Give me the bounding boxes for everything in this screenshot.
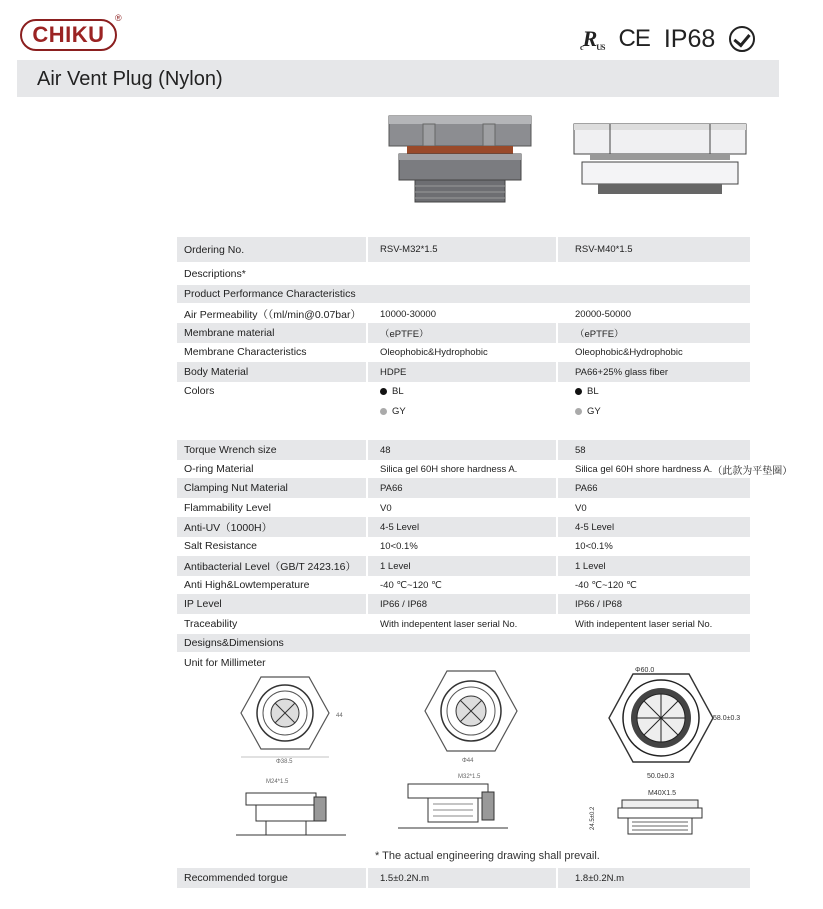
product-image-m32	[385, 112, 535, 207]
drawing-m32-top-a	[236, 665, 346, 765]
value-m40: 1 Level	[558, 556, 750, 576]
drawing-m40-top	[605, 662, 741, 782]
value-m40: With indepentent laser serial No.	[575, 618, 713, 630]
product-image-m40	[570, 112, 750, 197]
black-dot-icon	[575, 388, 582, 395]
row-label: Air Permeability（（ml/min@0.07bar）	[184, 308, 361, 321]
row-descriptions	[177, 264, 750, 284]
row-membrane-material	[177, 323, 750, 343]
row-designs-header	[177, 634, 750, 652]
drawing-m40-side	[588, 786, 713, 846]
row-body-material	[177, 362, 750, 382]
drawing-note: * The actual engineering drawing shall prevail.	[375, 850, 600, 862]
row-label: Ordering No.	[177, 237, 366, 262]
grey-dot-icon	[575, 408, 582, 415]
drawing-m32-side-b	[398, 770, 518, 840]
row-label: Membrane Characteristics	[184, 346, 307, 358]
drawing-m32-side-a	[236, 775, 356, 845]
value-m32: 4-5 Level	[368, 517, 556, 537]
row-permeability	[177, 304, 750, 324]
value-m32: IP66 / IP68	[368, 594, 556, 614]
value-m40: 58	[558, 440, 750, 460]
section-header: Designs&Dimensions	[177, 634, 750, 652]
value-m40: RSV-M40*1.5	[558, 237, 750, 262]
black-dot-icon	[380, 388, 387, 395]
row-flammability	[177, 498, 750, 518]
color-gy: GY	[368, 401, 556, 421]
dim-width: 50.0±0.3	[647, 773, 675, 780]
page-title: Air Vent Plug (Nylon)	[37, 68, 223, 90]
value-m32: With indepentent laser serial No.	[380, 618, 518, 630]
value-m32: 1 Level	[368, 556, 556, 576]
color-bl: BL	[558, 381, 750, 401]
row-ip-level	[177, 594, 750, 614]
row-label: Salt Resistance	[184, 540, 257, 552]
dim-hex: Φ38.5	[276, 759, 293, 765]
row-label: Traceability	[184, 618, 238, 630]
value-m32: Silica gel 60H shore hardness A.	[380, 463, 518, 475]
row-membrane-characteristics	[177, 342, 750, 362]
dim-thread: M24*1.5	[266, 779, 289, 785]
row-label: Colors	[184, 385, 215, 397]
value-m40: 10<0.1%	[575, 540, 613, 552]
ul-mark: cRUS	[580, 26, 605, 52]
row-colors-gy	[177, 401, 750, 421]
row-ordering	[177, 237, 750, 262]
dim-thread: M32*1.5	[458, 774, 481, 780]
row-label: Descriptions*	[184, 268, 246, 280]
row-torque-wrench	[177, 440, 750, 460]
dim-top: Φ60.0	[635, 667, 655, 674]
color-gy: GY	[558, 401, 750, 421]
row-label: IP Level	[177, 594, 366, 614]
row-label: Flammability Level	[184, 502, 271, 514]
row-antibacterial	[177, 556, 750, 576]
brand-logo	[20, 19, 117, 51]
dim-h1: 24.5±0.2	[590, 806, 596, 830]
value-m40: V0	[575, 502, 587, 514]
title-bar	[17, 60, 779, 97]
row-label: Antibacterial Level（GB/T 2423.16）	[177, 556, 366, 576]
value-m40: 20000-50000	[575, 308, 631, 320]
value-m40: 1.8±0.2N.m	[558, 868, 750, 888]
row-traceability	[177, 614, 750, 634]
row-label: Anti-UV（1000H）	[177, 517, 366, 537]
row-recommended-torque	[177, 868, 750, 888]
grey-dot-icon	[380, 408, 387, 415]
row-oring	[177, 459, 793, 479]
row-label: Anti High&Lowtemperature	[184, 579, 310, 591]
row-label: Unit for Millimeter	[184, 657, 266, 669]
row-anti-uv	[177, 517, 750, 537]
value-m32: 48	[368, 440, 556, 460]
dim-side: 58.0±0.3	[713, 715, 741, 722]
drawing-m32-top-b	[420, 665, 535, 765]
value-m32: RSV-M32*1.5	[368, 237, 556, 262]
registered-mark: ®	[115, 13, 122, 23]
value-m32: Oleophobic&Hydrophobic	[380, 346, 488, 358]
row-temperature	[177, 575, 750, 595]
value-m40: PA66+25% glass fiber	[558, 362, 750, 382]
value-m40: -40 ℃~120 ℃	[575, 579, 637, 591]
value-m40: Silica gel 60H shore hardness A. （此款为平垫圈）	[575, 463, 793, 477]
row-clamping-nut	[177, 478, 750, 498]
value-m32: 1.5±0.2N.m	[368, 868, 556, 888]
dim-hex: Φ44	[462, 758, 474, 764]
value-m40: 4-5 Level	[558, 517, 750, 537]
section-header: Product Performance Characteristics	[177, 285, 750, 303]
value-m32: -40 ℃~120 ℃	[380, 579, 442, 591]
row-label: Recommended torgue	[177, 868, 366, 888]
value-m40: Oleophobic&Hydrophobic	[575, 346, 683, 358]
row-colors	[177, 381, 750, 401]
row-label: O-ring Material	[184, 463, 254, 475]
row-label: Torque Wrench size	[177, 440, 366, 460]
value-m32: 10000-30000	[380, 308, 436, 320]
row-salt-resistance	[177, 536, 750, 556]
row-label: Membrane material	[177, 323, 366, 343]
brand-logo-text: CHIKU	[32, 22, 105, 47]
ip68-mark: IP68	[663, 24, 716, 53]
row-performance-header	[177, 285, 750, 303]
value-m32: HDPE	[368, 362, 556, 382]
value-m32: （ePTFE）	[368, 323, 556, 343]
dim-thread: M40X1.5	[648, 790, 677, 797]
row-label: Body Material	[177, 362, 366, 382]
value-m32: 10<0.1%	[380, 540, 418, 552]
value-m32: PA66	[368, 478, 556, 498]
ce-mark: CE	[618, 25, 650, 52]
color-bl: BL	[368, 381, 556, 401]
value-m32: V0	[380, 502, 392, 514]
value-m40: （ePTFE）	[558, 323, 750, 343]
rohs-check-icon	[729, 26, 755, 52]
value-m40: PA66	[558, 478, 750, 498]
certification-marks	[580, 22, 755, 56]
dim-side: 44	[336, 713, 343, 719]
value-m40: IP66 / IP68	[558, 594, 750, 614]
row-label: Clamping Nut Material	[177, 478, 366, 498]
